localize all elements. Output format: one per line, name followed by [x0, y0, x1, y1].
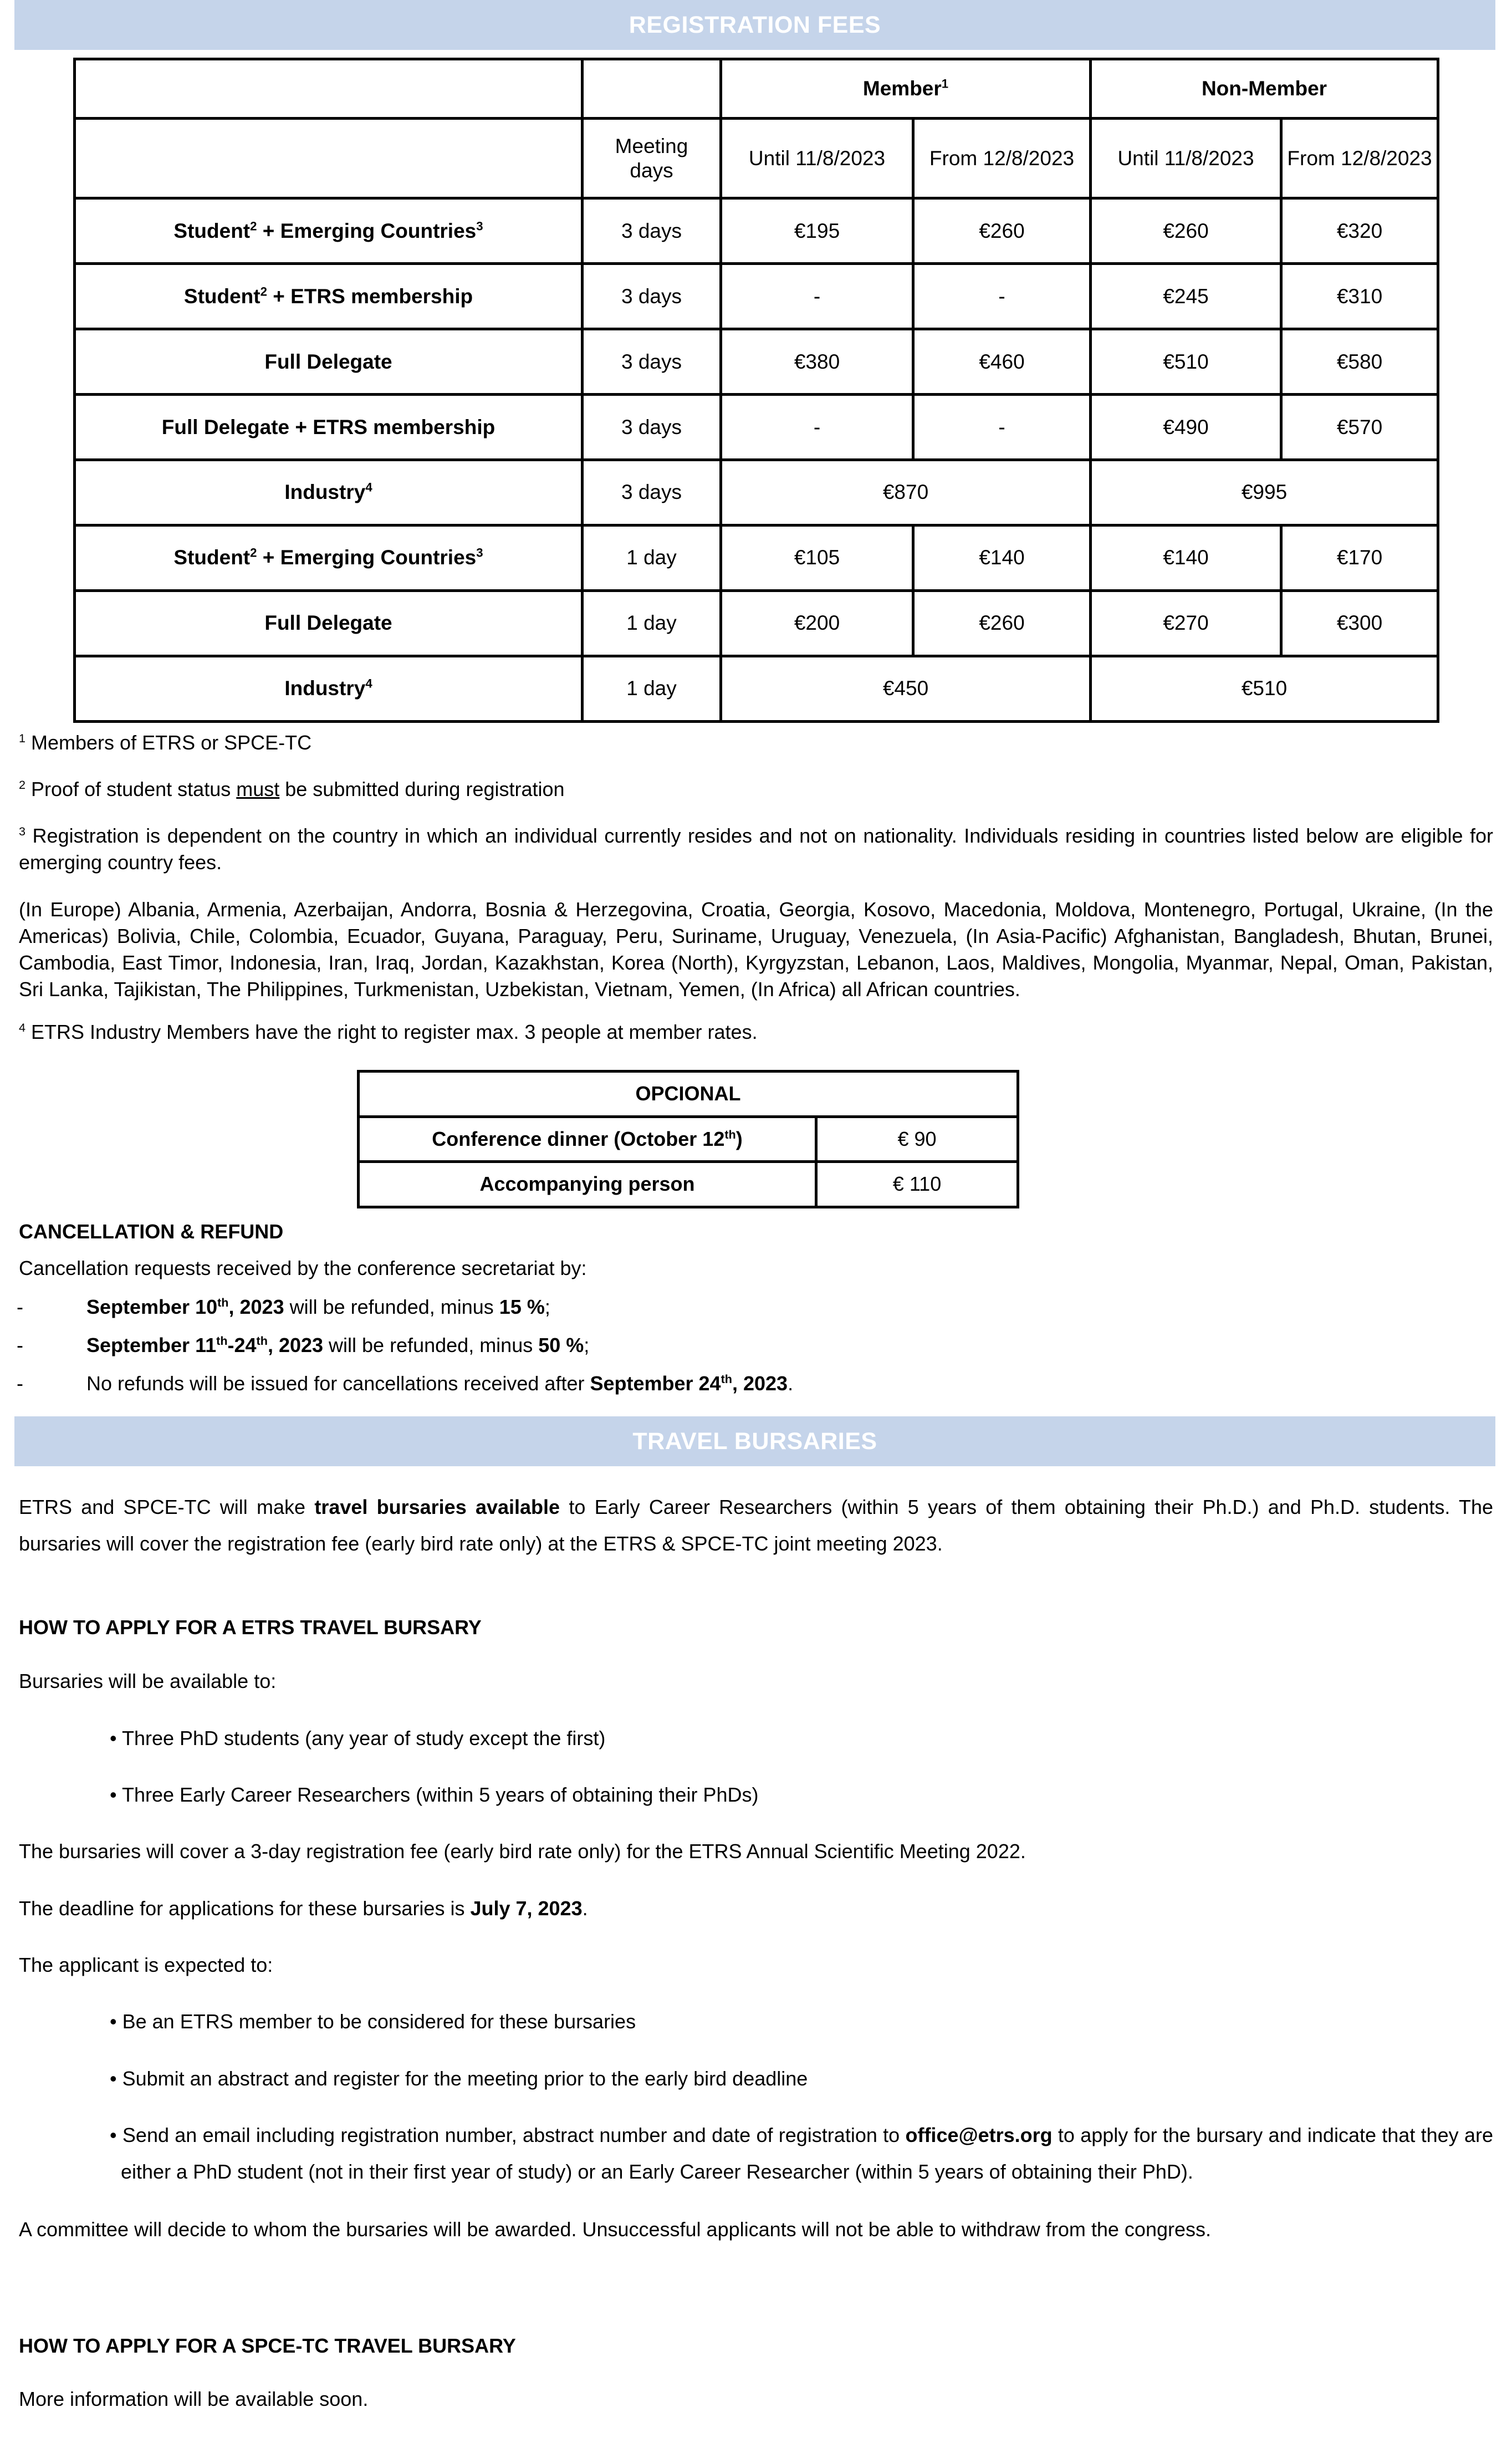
bursary-deadline: The deadline for applications for these bursaries is July 7, 2023.	[19, 1897, 588, 1920]
accompanying-person-label: Accompanying person	[359, 1162, 816, 1207]
member-from-price: €260	[913, 590, 1091, 656]
table-row	[75, 264, 1438, 329]
member-from-price: €260	[913, 198, 1091, 264]
footnote-4: $^4$ ETRS Industry Members have the right to register max. 3 people at member rates.	[19, 1021, 758, 1043]
nonmember-until-header: Until 11/8/2023	[1091, 119, 1281, 198]
table-row	[359, 1162, 1018, 1207]
footnote-3: $^3$ Registration is dependent on the country in which an individual currently resides and not on nationality. Individuals residing in countries listed below are eligible for emerging country fees.	[19, 824, 1493, 874]
nonmember-price: €510	[1091, 656, 1438, 721]
travel-bursaries-title: TRAVEL BURSARIES	[632, 1427, 877, 1455]
registration-fees-title: REGISTRATION FEES	[629, 11, 881, 38]
list-item: • Three PhD students (any year of study except the first)	[110, 1727, 606, 1750]
list-item: • Be an ETRS member to be considered for these bursaries	[110, 2010, 636, 2033]
registration-fees-table	[73, 58, 1439, 723]
more-info: More information will be available soon.	[19, 2388, 369, 2410]
table-row	[75, 590, 1438, 656]
table-row	[75, 198, 1438, 264]
row-label: Full Delegate + ETRS membership	[75, 394, 583, 460]
member-price: €870	[721, 460, 1091, 525]
row-days: 3 days	[583, 329, 721, 395]
row-days: 3 days	[583, 460, 721, 525]
footnote-2: $^2$ Proof of student status must be submitted during registration	[19, 778, 565, 800]
row-label: Full Delegate	[75, 329, 583, 395]
row-label: Industry$^4$	[75, 460, 583, 525]
cancellation-heading: CANCELLATION & REFUND	[19, 1220, 284, 1243]
nonmember-from-price: €320	[1281, 198, 1438, 264]
list-dash: -	[17, 1295, 23, 1318]
member-until-price: €380	[721, 329, 913, 395]
row-days: 3 days	[583, 394, 721, 460]
table-row	[75, 394, 1438, 460]
contact-email: office@etrs.org	[905, 2124, 1053, 2146]
meeting-days-header: Meeting days	[583, 119, 721, 198]
conference-dinner-label: Conference dinner (October 12th)	[359, 1116, 816, 1162]
nonmember-from-header: From 12/8/2023	[1281, 119, 1438, 198]
list-item: • Three Early Career Researchers (within 5 years of obtaining their PhDs)	[110, 1783, 759, 1806]
table-subheader-row	[75, 119, 1438, 198]
nonmember-from-price: €170	[1281, 525, 1438, 590]
applicant-expected: The applicant is expected to:	[19, 1954, 273, 1976]
nonmember-until-price: €490	[1091, 394, 1281, 460]
travel-bursaries-banner	[14, 1416, 1495, 1466]
row-label: Industry$^4$	[75, 656, 583, 721]
member-from-price: -	[913, 394, 1091, 460]
row-label: Full Delegate	[75, 590, 583, 656]
member-until-price: €195	[721, 198, 913, 264]
member-until-header: Until 11/8/2023	[721, 119, 913, 198]
table-header-row	[75, 59, 1438, 119]
list-item: • Submit an abstract and register for the meeting prior to the early bird deadline	[110, 2067, 808, 2090]
nonmember-until-price: €245	[1091, 264, 1281, 329]
cancellation-item-2: September 11th-24th, 2023 will be refunded, minus 50 %;	[86, 1334, 590, 1356]
registration-fees-banner	[14, 0, 1495, 50]
cancellation-intro: Cancellation requests received by the conference secretariat by:	[19, 1257, 587, 1279]
nonmember-from-price: €300	[1281, 590, 1438, 656]
member-from-price: €140	[913, 525, 1091, 590]
table-row	[75, 329, 1438, 395]
travel-intro: ETRS and SPCE-TC will make travel bursaries available to Early Career Researchers (within 5 years of them obtaining their Ph.D.) and Ph.D. students. The bursaries will cover the registration fee (early bird rate only) at the ETRS & SPCE-TC joint meeting 2023.	[19, 1496, 1494, 1555]
table-row	[75, 525, 1438, 590]
row-label: Student$^2$ + ETRS membership	[75, 264, 583, 329]
bursary-coverage: The bursaries will cover a 3-day registration fee (early bird rate only) for the ETRS Annual Scientific Meeting 2022.	[19, 1840, 1026, 1863]
table-header-empty	[583, 59, 721, 119]
member-until-price: -	[721, 394, 913, 460]
member-until-price: €200	[721, 590, 913, 656]
spce-bursary-heading: HOW TO APPLY FOR A SPCE-TC TRAVEL BURSARY	[19, 2334, 516, 2357]
member-until-price: €105	[721, 525, 913, 590]
member-from-price: -	[913, 264, 1091, 329]
table-header-empty	[75, 119, 583, 198]
nonmember-until-price: €260	[1091, 198, 1281, 264]
nonmember-from-price: €580	[1281, 329, 1438, 395]
cancellation-item-3: No refunds will be issued for cancellations received after September 24th, 2023.	[86, 1372, 794, 1395]
footnote-1: $^1$ Members of ETRS or SPCE-TC	[19, 731, 312, 754]
emerging-countries-list: (In Europe) Albania, Armenia, Azerbaijan, Andorra, Bosnia & Herzegovina, Croatia, Georgia, Kosovo, Macedonia, Moldova, Montenegro, Portugal, Ukraine, (In the Americas) Bolivia, Chile, Colombia, Ecuador, Guyana, Paraguay, Peru, Suriname, Uruguay, Venezuela, (In Asia-Pacific) Afghanistan, Bangladesh, Bhutan, Brunei, Cambodia, East Timor, Indonesia, Iran, Iraq, Jordan, Kazakhstan, Korea (North), Kyrgyzstan, Lebanon, Laos, Maldives, Mongolia, Myanmar, Nepal, Oman, Pakistan, Sri Lanka, Tajikistan, The Philippines, Turkmenistan, Uzbekistan, Vietnam, Yemen, (In Africa) all African countries.	[19, 898, 1493, 1001]
nonmember-from-price: €570	[1281, 394, 1438, 460]
accompanying-person-price: € 110	[816, 1162, 1018, 1207]
committee-note: A committee will decide to whom the bursaries will be awarded. Unsuccessful applicants will not be able to withdraw from the congress.	[19, 2218, 1211, 2241]
table-row	[359, 1072, 1018, 1117]
bursaries-available-to: Bursaries will be available to:	[19, 1670, 277, 1692]
cancellation-item-1: September 10th, 2023 will be refunded, minus 15 %;	[86, 1295, 550, 1318]
row-days: 1 day	[583, 590, 721, 656]
row-label: Student$^2$ + Emerging Countries$^3$	[75, 198, 583, 264]
table-row	[75, 460, 1438, 525]
row-days: 1 day	[583, 525, 721, 590]
nonmember-price: €995	[1091, 460, 1438, 525]
list-dash: -	[17, 1372, 23, 1395]
table-row	[359, 1116, 1018, 1162]
member-until-price: -	[721, 264, 913, 329]
non-member-header: Non-Member	[1091, 59, 1438, 119]
member-from-price: €460	[913, 329, 1091, 395]
member-price: €450	[721, 656, 1091, 721]
table-row	[75, 656, 1438, 721]
member-header: Member$^1$	[721, 59, 1091, 119]
table-header-empty	[75, 59, 583, 119]
nonmember-until-price: €270	[1091, 590, 1281, 656]
row-days: 1 day	[583, 656, 721, 721]
nonmember-until-price: €510	[1091, 329, 1281, 395]
optional-fees-table	[357, 1070, 1019, 1208]
list-item: • Send an email including registration number, abstract number and date of registration to office@etrs.org to apply for the bursary and indicate that they are either a PhD student (not in their first year of study) or an Early Career Researcher (within 5 years of obtaining their PhD).	[110, 2124, 1493, 2183]
list-dash: -	[17, 1334, 23, 1356]
nonmember-from-price: €310	[1281, 264, 1438, 329]
etrs-bursary-heading: HOW TO APPLY FOR A ETRS TRAVEL BURSARY	[19, 1616, 482, 1639]
member-from-header: From 12/8/2023	[913, 119, 1091, 198]
row-days: 3 days	[583, 198, 721, 264]
conference-dinner-price: € 90	[816, 1116, 1018, 1162]
nonmember-until-price: €140	[1091, 525, 1281, 590]
row-days: 3 days	[583, 264, 721, 329]
row-label: Student$^2$ + Emerging Countries$^3$	[75, 525, 583, 590]
optional-header: OPCIONAL	[359, 1072, 1018, 1117]
